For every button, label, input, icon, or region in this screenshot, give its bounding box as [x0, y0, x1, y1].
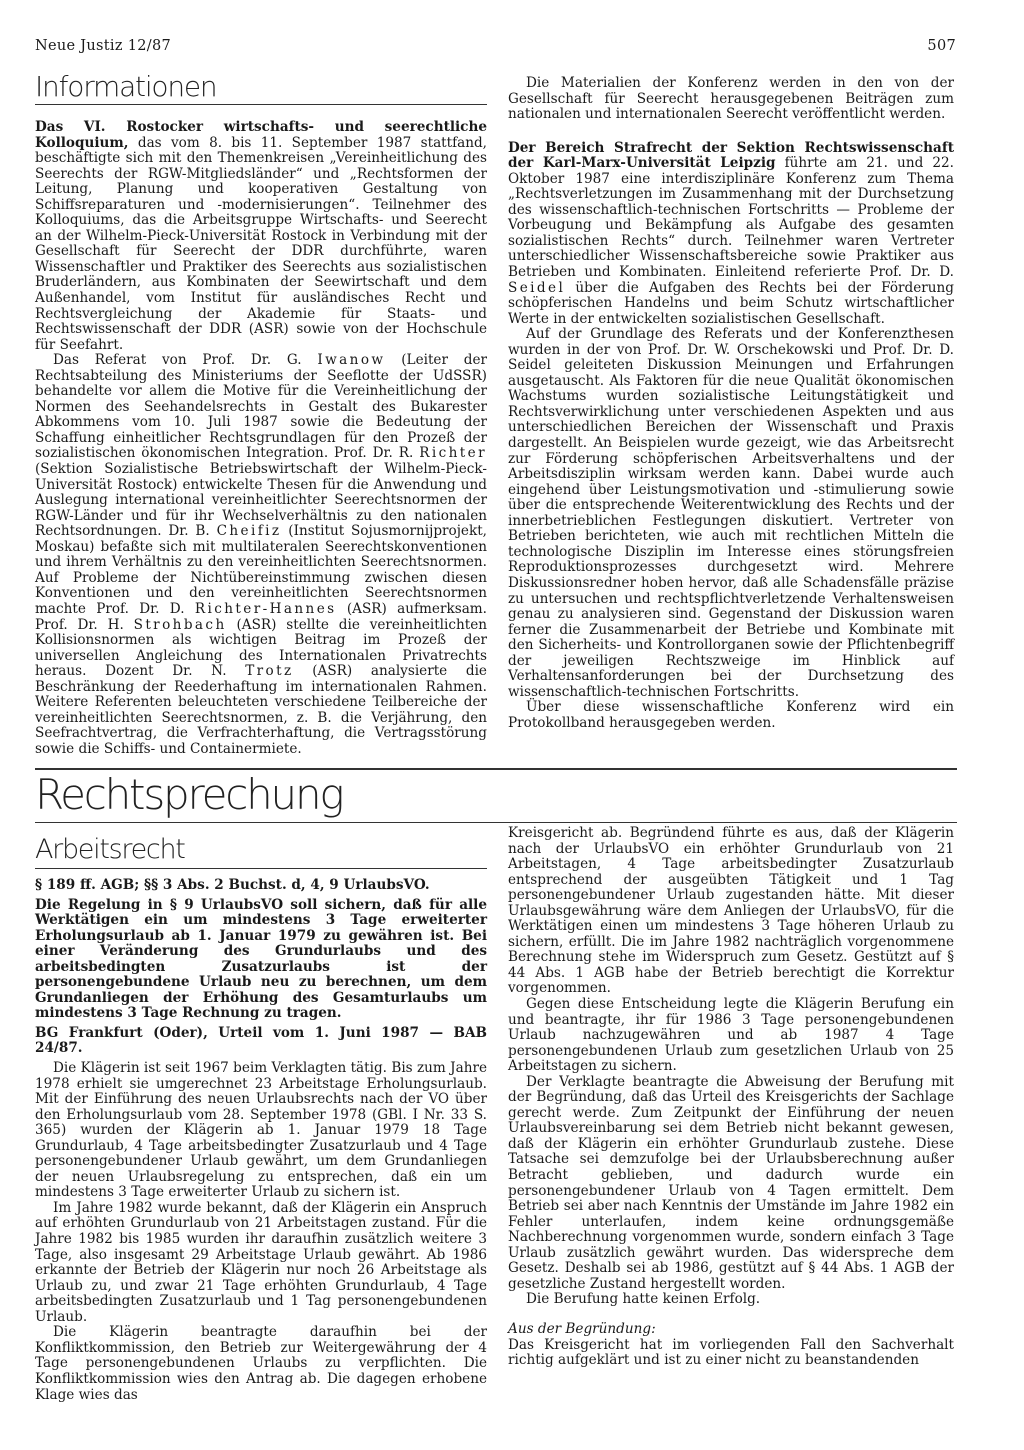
paragraph: Die Berufung hatte keinen Erfolg.	[526, 1291, 761, 1308]
arbeitsrecht-column-left	[35, 878, 487, 1403]
paragraph: Im Jahre 1982 wurde bekannt, daß der Klägerin ein Anspruch auf erhöhten Grundurlaub von 21 Arbeitstagen zustand. Für die Jahre 1982 bis 1985 wurden ihr daraufhin zusätzlich weitere 3 Tage, also insgesamt 29 Arbeitstage Urlaub gewährt. Ab 1986 erkannte der Betrieb der Klägerin nur noch 26 Arbeitstage als Urlaub zu, und zwar 21 Tage erhöhten Grundurlaub, 4 Tage arbeitsbedingten Zusatzurlaub und 1 Tag personengebundenen Urlaub.	[35, 1199, 487, 1325]
speaker-name: Richter-Hannes	[194, 600, 337, 617]
paragraph: Über diese wissenschaftliche Konferenz wird ein Protokollband herausgegeben werden.	[508, 699, 954, 731]
running-head-journal: Neue Justiz 12/87	[35, 38, 171, 54]
text-run: (ASR) analysierte die Beschränkung der Reederhaftung im internationalen Rahmen. Weitere Referenten beleuchteten verschiedene Teilbereiche der vereinheitlichten Seerechtsnormen, z. B. die Verjährung, den Seefrachtvertrag, die Verfrachterhaftung, die Vertragsstörung sowie die Schiffs- und Containermiete.	[35, 663, 487, 757]
text-run: (Sektion Sozialistische Betriebswirtschaft der Wilhelm-Pieck-Universität Rostock) entwickelte Thesen für die Anwendung und Auslegung international vereinheitlichter Seerechtsnormen der RGW-Länder und für ihr Wechselverhältnis zu den nationalen Rechtsordnungen. Dr. B.	[35, 461, 487, 540]
divider	[35, 104, 487, 105]
text-run: über die Aufgaben des Rechts bei der Förderung schöpferischen Handelns und beim Schutz wirtschaftlicher Werte in der entwickelten sozialistischen Gesellschaft.	[508, 279, 954, 327]
speaker-name: Trotz	[245, 663, 294, 680]
text-run: führte am 21. und 22. Oktober 1987 eine interdisziplinäre Konferenz zum Thema „Rechtsverletzungen im Zusammenhang mit der Durchsetzung des wissenschaftlich-technischen Fortschritts — Probleme der Vorbeugung und Bekämpfung als Aufgabe des gesamten sozialistischen Rechts“ durch. Teilnehmer waren Vertreter unterschiedlicher Wissenschaftsbereiche sowie Praktiker aus Betrieben und Kombinaten. Einleitend referierte Prof. Dr. D.	[508, 155, 954, 281]
speaker-name: Richter	[419, 445, 487, 462]
text-run: (Institut Sojusmornijprojekt, Moskau) befaßte sich mit multilateralen Seerechtskonventionen und ihrem Verhältnis zu den vereinheitlichten Seerechtsnormen. Auf Probleme der Nichtübereinstimmung zwischen diesen Konventionen und den vereinheitlichten Seerechtsnormen machte Prof. Dr. D.	[35, 523, 487, 617]
paragraph: Die Klägerin ist seit 1967 beim Verklagten tätig. Bis zum Jahre 1978 erhielt sie umgerechnet 23 Arbeitstage Erholungsurlaub. Mit der Einführung des neuen Urlaubsrechts nach der VO über den Erholungsurlaub vom 28. September 1978 (GBl. I Nr. 33 S. 365) wurden der Klägerin ab 1. Januar 1979 18 Tage Grundurlaub, 4 Tage arbeitsbedingter Zusatzurlaub und 4 Tage personengebundener Urlaub gewährt, um dem Grundanliegen der neuen Urlaubsregelung zu entsprechen, daß ein um mindestens 3 Tage erweiterter Urlaub zu sichern ist.	[35, 1060, 487, 1201]
paragraph: Gegen diese Entscheidung legte die Klägerin Berufung ein und beantragte, ihr für 1986 3 Tage personengebundenen Urlaub nachzugewähren und ab 1987 4 Tage personengebundenen Urlaub zum gesetzlichen Urlaub von 25 Arbeitstagen zu sichern.	[508, 996, 954, 1075]
informationen-column-right	[508, 76, 954, 731]
speaker-name: Seidel	[508, 279, 566, 296]
report-lead: Der Bereich Strafrecht der Sektion Rechtswissenschaft der Karl-Marx-Universität Leipzig	[508, 139, 954, 172]
paragraph: Die Klägerin beantragte daraufhin bei der Konfliktkommission, den Betrieb zur Weitergewährung der 4 Tage personengebundenen Urlaubs zu verpflichten. Die Konfliktkommission wies den Antrag ab. Die dagegen erhobene Klage wies das	[35, 1324, 487, 1403]
text-run: (ASR) stellte die vereinheitlichten Kollisionsnormen als wichtigen Beitrag im Prozeß der universellen Angleichung des Internationalen Privatrechts heraus. Dozent Dr. N.	[35, 616, 488, 680]
paragraph: Kreisgericht ab. Begründend führte es aus, daß der Klägerin nach der UrlaubsVO ein erhöhter Grundurlaub von 21 Arbeitstagen, 4 Tage arbeitsbedingter Zusatzurlaub entsprechend der ausgeübten Tätigkeit und 1 Tag personengebundener Urlaub zugestanden hätte. Mit dieser Urlaubsgewährung wäre dem Anliegen der UrlaubsVO, für die Werktätigen einen um mindestens 3 Tage höheren Urlaub zu sichern, erfüllt. Die im Jahre 1982 nachträglich vorgenommene Berechnung stehe im Widerspruch zum Gesetz. Gestützt auf § 44 Abs. 1 AGB habe der Betrieb berechtigt die Korrektur vorgenommen.	[508, 825, 954, 997]
subheading-begruendung: Aus der Begründung:	[508, 1320, 656, 1337]
report-lead: Das VI. Rostocker wirtschafts- und seerechtliche Kolloquium,	[35, 119, 487, 151]
legal-norms: § 189 ff. AGB; §§ 3 Abs. 2 Buchst. d, 4, 9 UrlaubsVO.	[35, 877, 430, 893]
text-run: Das Referat von Prof. Dr. G.	[53, 352, 318, 369]
paragraph: Die Materialien der Konferenz werden in den von der Gesellschaft für Seerecht herausgegebenen Beiträgen zum nationalen und internationalen Seerecht veröffentlicht werden.	[508, 75, 954, 123]
headnote: Die Regelung in § 9 UrlaubsVO soll sichern, daß für alle Werktätigen ein um mindestens 3 Tage erweiterter Erholungsurlaub ab 1. Januar 1979 zu gewähren ist. Bei einer Veränderung des Grundurlaubs und des arbeitsbedingten Zusatzurlaubs ist der personengebundene Urlaub neu zu berechnen, um dem Grundanliegen der Erhöhung des Gesamturlaubs um mindestens 3 Tage Rechnung zu tragen.	[35, 896, 487, 1022]
paragraph: Das Kreisgericht hat im vorliegenden Fall den Sachverhalt richtig aufgeklärt und ist zu einer nicht zu beanstandenden	[508, 1336, 954, 1369]
text-run: (Leiter der Rechtsabteilung des Ministeriums der Seeflotte der UdSSR) behandelte vor allem die Motive für die Vereinheitlichung der Normen des Seehandelsrechts in Gestalt des Bukarester Abkommens vom 10. Juli 1987 sowie die Bedeutung der Schaffung einheitlicher Rechtsgrundlagen für den Prozeß der sozialistischen ökonomischen Integration. Prof. Dr. R.	[35, 352, 487, 462]
speaker-name: Strohbach	[133, 616, 227, 633]
report-kolloquium	[35, 120, 487, 353]
arbeitsrecht-column-right	[508, 826, 954, 1369]
divider	[35, 868, 487, 869]
speaker-name: Iwanow	[317, 352, 386, 369]
section-heading-rechtsprechung: Rechtsprechung	[35, 770, 343, 819]
paragraph: das vom 8. bis 11. September 1987 stattfand, beschäftigte sich mit den Themenkreisen „Vereinheitlichung des Seerechts der RGW-Mitgliedsländer“ und „Rechtsformen der Leitung, Planung und kooperativen Gestaltung von Schiffsreparaturen und -modernisierungen“. Teilnehmer des Kolloquiums, das die Arbeitsgruppe Wirtschafts- und Seerecht an der Wilhelm-Pieck-Universität Rostock in Verbindung mit der Gesellschaft für Seerecht der DDR durchführte, waren Wissenschaftler und Praktiker des Seerechts aus sozialistischen Bruderländern, aus Kombinaten der Seewirtschaft und dem Außenhandel, vom Institut für ausländisches Recht und Rechtsvergleichung der Akademie für Staats- und Rechtswissenschaft der DDR (ASR) sowie von der Hochschule für Seefahrt.	[35, 134, 488, 353]
speaker-name: Cheifiz	[216, 523, 282, 540]
informationen-column-left	[35, 120, 487, 757]
paragraph	[35, 353, 487, 757]
page-number: 507	[927, 38, 956, 54]
court-citation: BG Frankfurt (Oder), Urteil vom 1. Juni 1987 — BAB 24/87.	[35, 1024, 487, 1057]
paragraph: Auf der Grundlage des Referats und der Konferenzthesen wurden in der von Prof. Dr. W. Orschekowski und Prof. Dr. D. Seidel geleiteten Diskussion Meinungen und Erfahrungen ausgetauscht. Als Faktoren für die neue Qualität ökonomischen Wachstums wurden sozialistische Leitungstätigkeit und Rechtsverwirklichung unter verschiedenen Aspekten und aus unterschiedlichen Bereichen der Wissenschaft und Praxis dargestellt. An Beispielen wurde gezeigt, wie das Arbeitsrecht zur Förderung schöpferischen Arbeitsverhaltens und der Arbeitsdisziplin wirksam werden kann. Dabei wurde auch eingehend über Leistungsmotivation und -stimulierung sowie über die entsprechende Weiterentwicklung des Rechts und der innerbetrieblichen Festlegungen diskutiert. Vertreter von Betrieben berichteten, wie auch mit rechtlichen Mitteln die technologische Disziplin im Interesse eines störungsfreien Reproduktionsprozesses durchgesetzt wird. Mehrere Diskussionsredner hoben hervor, daß alle Schadensfälle präzise zu untersuchen und rechtspflichtverletzende Verhaltensweisen genau zu analysieren sind. Gegenstand der Diskussion waren ferner die Zusammenarbeit der Betriebe und Kombinate mit den Sicherheits- und Kontrollorganen sowie der Pflichtenbegriff der jeweiligen Rechtszweige im Hinblick auf Verhaltensanforderungen bei der Durchsetzung des wissenschaftlich-technischen Fortschritts.	[508, 326, 954, 700]
text-run: (ASR) aufmerksam. Prof. Dr. H.	[35, 600, 488, 633]
section-heading-informationen: Informationen	[35, 70, 217, 103]
divider	[35, 822, 957, 823]
subsection-heading-arbeitsrecht: Arbeitsrecht	[35, 834, 185, 865]
report-konferenz-leipzig	[508, 141, 954, 328]
paragraph: Der Verklagte beantragte die Abweisung der Berufung mit der Begründung, daß das Urteil des Kreisgerichts der Sachlage gerecht werde. Zum Zeitpunkt der Einführung der neuen Urlaubsvereinbarung sei dem Betrieb nicht bekannt gewesen, daß der Klägerin ein erhöhter Grundurlaub zustehe. Diese Tatsache sei demzufolge bei der Urlaubsberechnung außer Betracht geblieben, und dadurch wurde ein personengebundener Urlaub von 4 Tagen ermittelt. Dem Betrieb sei aber nach Kenntnis der Umstände im Jahre 1982 ein Fehler unterlaufen, indem keine ordnungsgemäße Nachberechnung vorgenommen wurde, sondern einfach 3 Tage Urlaub zusätzlich gewährt wurden. Das widerspreche dem Gesetz. Deshalb sei ab 1986, gestützt auf § 44 Abs. 1 AGB der gesetzliche Zustand hergestellt worden.	[508, 1073, 954, 1292]
